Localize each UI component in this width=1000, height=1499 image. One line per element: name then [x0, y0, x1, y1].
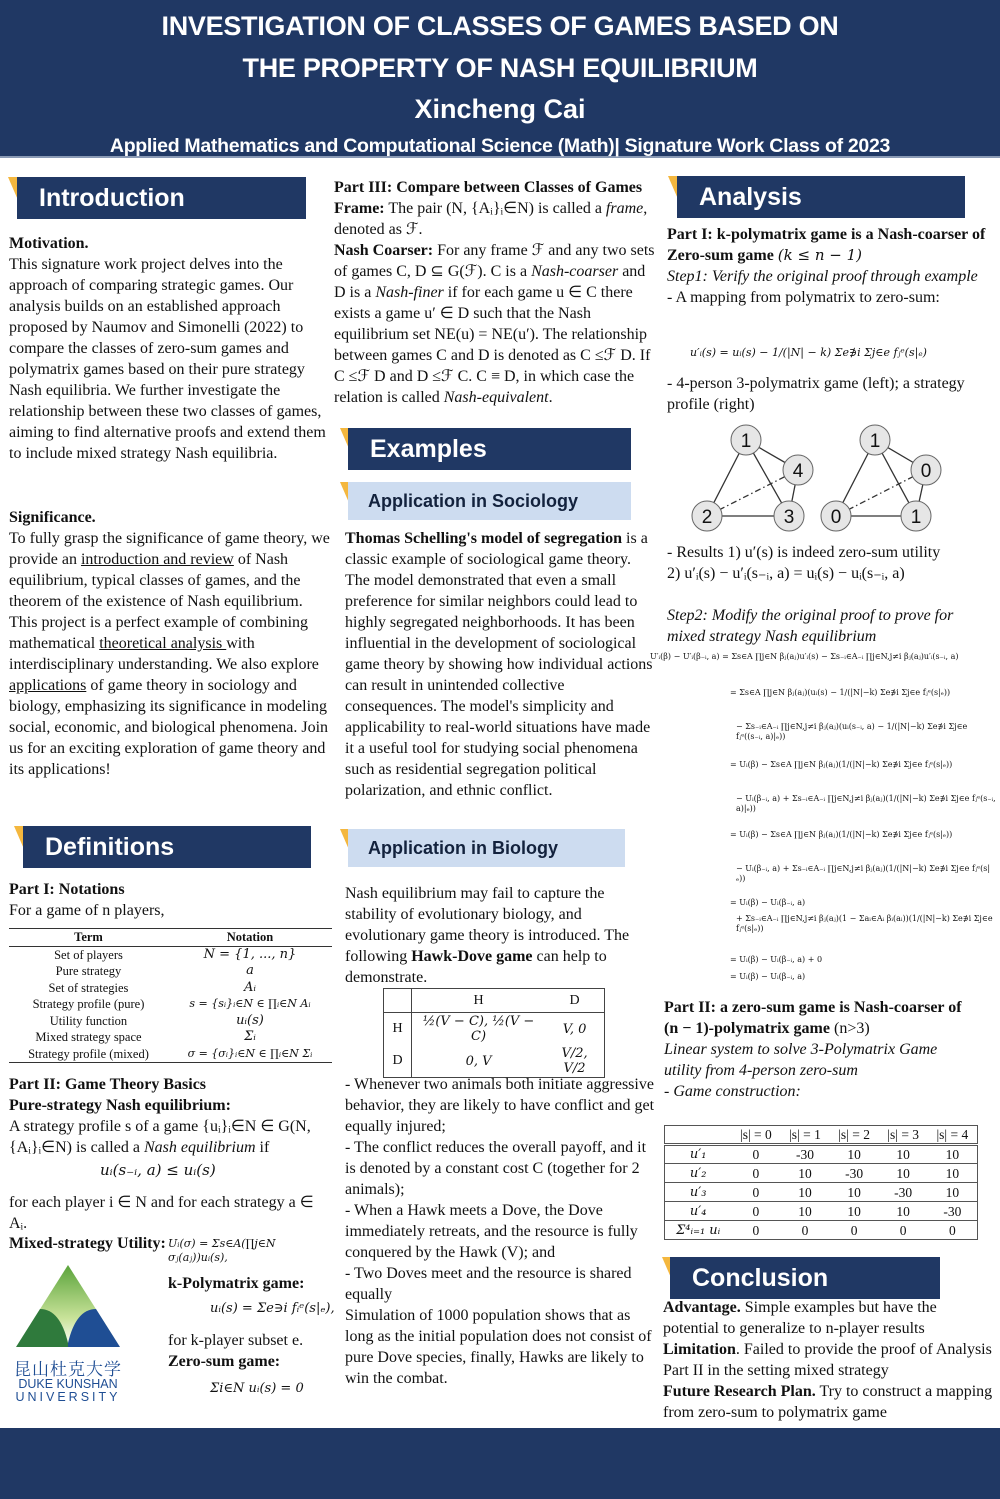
table-cell: 0	[830, 1221, 879, 1240]
advantage-label: Advantage.	[663, 1299, 741, 1316]
notation-cell: a	[246, 963, 254, 978]
row-label: H	[392, 1021, 403, 1036]
game-construction-table	[664, 1125, 978, 1240]
bullet-item: - When a Hawk meets a Dove, the Dove immediately retreats, and the resource is fully conquered by the Hawk (V); and	[345, 1202, 638, 1261]
table-cell: 10	[830, 1183, 879, 1202]
analysis-part1-cond: (k ≤ n − 1)	[777, 246, 863, 264]
payoff-header	[384, 989, 412, 1013]
mixed-utility-label: Mixed-strategy Utility:	[9, 1235, 166, 1252]
derivation-line: = Uᵢ(β) − Σs∈A ∏j∈N βⱼ(aⱼ)(1/(|N|−k) Σe∌i Σj∈e fⱼᵉ(s|ₑ))	[730, 760, 953, 769]
table-cell: 0	[731, 1183, 780, 1202]
motivation-block	[9, 233, 334, 464]
sociology-body: is a classic example of sociological game theory. The model demonstrated that even a small preference for similar neighbors could lead to highly segregated neighborhoods. It has been influential in the development of sociological game theory by showing how individual actions can result in unintended collective consequences. The model's simplicity and applicability to real-world situations have made it a useful tool for studying social phenomena such as residential segregation political polarization, and ethnic conflict.	[345, 530, 653, 799]
part2-basics-label: Part II: Game Theory Basics	[9, 1076, 207, 1093]
bullet-item: - Whenever two animals both initiate aggressive behavior, they are likely to have conflict and get equally injured;	[345, 1076, 655, 1135]
payoff-cell: V, 0	[562, 1021, 587, 1037]
significance-block	[9, 507, 334, 780]
term-cell: Set of strategies	[48, 980, 129, 995]
subheading-sociology: Application in Sociology	[348, 482, 631, 520]
table-row	[665, 1221, 978, 1240]
future-plan-label: Future Research Plan.	[663, 1383, 816, 1400]
table-cell: 10	[780, 1164, 829, 1183]
graph-node-label: 1	[910, 507, 922, 528]
notation-header: Notation	[168, 929, 332, 947]
coarser-text: .	[548, 389, 553, 406]
term-cell: Strategy profile (pure)	[32, 997, 145, 1011]
utility-label: u′₄	[665, 1202, 732, 1221]
significance-text: with interdisciplinary understanding. We also explore	[9, 635, 319, 673]
step1-text: Step1: Verify the original proof through example	[667, 268, 978, 285]
table-cell: 0	[731, 1164, 780, 1183]
graph-node-label: 4	[792, 461, 804, 482]
coarser-text: and D is a	[334, 263, 646, 301]
pure-ne-label: Pure-strategy Nash equilibrium:	[9, 1097, 231, 1114]
game-table-header: |s| = 1	[780, 1126, 829, 1145]
zerosum-formula: Σi∈N uᵢ(s) = 0	[210, 1381, 304, 1396]
utility-label: Σ⁴ᵢ₌₁ uᵢ	[665, 1221, 732, 1240]
strategy-profile-graph-right	[814, 420, 959, 532]
table-row	[665, 1202, 978, 1221]
part3-heading: Part III: Compare between Classes of Games	[334, 179, 643, 196]
nash-coarser-label: Nash Coarser:	[334, 242, 434, 259]
section-heading-definitions: Definitions	[23, 826, 311, 868]
kpoly-formula: uᵢ(s) = Σe∋i fᵢᵉ(s|ₑ),	[210, 1301, 335, 1316]
pure-ne-italic: Nash equilibrium	[143, 1139, 256, 1156]
term-cell: Pure strategy	[55, 964, 122, 978]
polymatrix-graph-left	[685, 420, 830, 532]
logo-line1: DUKE KUNSHAN	[18, 1377, 118, 1391]
utility-label: u′₂	[665, 1164, 732, 1183]
sociology-text	[345, 528, 657, 801]
section-heading-analysis: Analysis	[677, 176, 965, 218]
table-row	[9, 1013, 332, 1030]
term-cell: Mixed strategy space	[35, 1030, 142, 1044]
table-cell: 0	[928, 1221, 978, 1240]
payoff-header: H	[412, 989, 546, 1013]
table-cell: 10	[928, 1183, 978, 1202]
derivation-line: = Uᵢ(β) − Uᵢ(β₋ᵢ, a)	[730, 972, 806, 981]
future-plan-text: Try to construct a mapping from zero-sum to polymatrix game	[663, 1383, 993, 1421]
table-row	[9, 963, 332, 980]
conclusion-text	[663, 1297, 993, 1423]
table-cell: 0	[879, 1221, 928, 1240]
pure-ne-condition: for each player i ∈ N and for each strategy a ∈ Aᵢ.	[9, 1194, 314, 1232]
mixed-utility-formula: Uᵢ(σ) = Σs∈A(∏j∈N σⱼ(aⱼ))uᵢ(s),	[168, 1237, 276, 1264]
simulation-text: Simulation of 1000 population shows that as long as the initial population does not consist of pure Dove species, finally, Hawks are likely to win the combat.	[345, 1307, 652, 1387]
payoff-cell: V/2, V/2	[561, 1046, 588, 1076]
section-heading-introduction: Introduction	[17, 177, 306, 219]
part1-notations-label: Part I: Notations	[9, 881, 125, 898]
significance-underlined: theoretical analysis	[99, 635, 227, 652]
results-block	[667, 542, 997, 584]
table-cell: -30	[879, 1183, 928, 1202]
derivation-line: U′ᵢ(β) − U′ᵢ(β₋ᵢ, a) = Σs∈A ∏j∈N βⱼ(aⱼ)u′ᵢ(s) − Σs₋ᵢ∈A₋ᵢ ∏j∈N,j≠i βⱼ(aⱼ)u′ᵢ(s₋ᵢ, a)	[650, 652, 959, 661]
notations-intro-text: For a game of n players,	[9, 902, 165, 919]
poster-title-line1: INVESTIGATION OF CLASSES OF GAMES BASED ON	[161, 11, 839, 41]
significance-text: To fully grasp the significance of game theory, we provide an	[9, 530, 330, 568]
analysis-part2	[664, 997, 964, 1102]
hawk-dove-bold: Hawk-Dove game	[411, 948, 533, 965]
subheading-biology: Application in Biology	[348, 829, 625, 867]
affiliation: Applied Mathematics and Computational Science (Math)| Signature Work Class of 2023	[109, 135, 891, 157]
frame-text: The pair (N, {Aᵢ}ᵢ∈N) is called a	[384, 200, 606, 217]
table-cell: 10	[830, 1202, 879, 1221]
derivation-line: + Σs₋ᵢ∈A₋ᵢ ∏j∈N,j≠i βⱼ(aⱼ)(1 − Σaᵢ∈Aᵢ βᵢ(aᵢ))(1/(|N|−k) Σe∌i Σj∈e fⱼᵉ(s|ₑ))	[736, 914, 993, 933]
table-cell: 10	[879, 1164, 928, 1183]
analysis-part1	[667, 224, 992, 308]
step2-text: Step2: Modify the original proof to prove for mixed strategy Nash equilibrium	[667, 607, 954, 645]
significance-underlined: applications	[9, 677, 87, 694]
bullet-item: - Two Doves meet and the resource is shared equally	[345, 1265, 632, 1303]
game-theory-basics	[9, 1074, 334, 1158]
poster-footer	[0, 1428, 1000, 1499]
coarser-italic: Nash-finer	[375, 284, 444, 301]
section-heading-examples: Examples	[348, 428, 631, 470]
mapping-label: - A mapping from polymatrix to zero-sum:	[667, 289, 940, 306]
notation-cell: Aᵢ	[243, 979, 256, 995]
significance-underlined: introduction and review	[80, 551, 234, 568]
game-construction-label: - Game construction:	[664, 1083, 801, 1100]
frame-label: Frame:	[334, 200, 385, 217]
notation-header: Term	[9, 929, 168, 947]
graph-node-label: 1	[869, 431, 881, 452]
biology-text: Nash equilibrium may fail to capture the stability of evolutionary biology, and evolutionary game theory is introduced. The following	[345, 885, 630, 965]
term-cell: Strategy profile (mixed)	[9, 1046, 168, 1063]
table-cell: 10	[780, 1183, 829, 1202]
utility-label: u′₁	[665, 1145, 732, 1164]
part2-subtitle: Linear system to solve 3-Polymatrix Game utility from 4-person zero-sum	[664, 1041, 938, 1079]
biology-text: can help to demonstrate.	[345, 948, 607, 986]
table-row	[9, 946, 332, 963]
notation-cell: N = {1, ..., n}	[203, 946, 297, 962]
row-label: D	[392, 1053, 403, 1068]
graph-node-label: 0	[920, 461, 932, 482]
frame-text: , denoted as ℱ.	[334, 200, 648, 238]
part3-block	[334, 177, 656, 408]
table-cell: 10	[879, 1145, 928, 1164]
table-cell: 10	[928, 1164, 978, 1183]
notation-cell: s = {sᵢ}ᵢ∈N ∈ ∏ᵢ∈N Aᵢ	[189, 997, 311, 1010]
section-heading-conclusion: Conclusion	[670, 1257, 940, 1299]
table-cell: 0	[731, 1221, 780, 1240]
analysis-part1-title: Part I: k-polymatrix game is a Nash-coarser of Zero-sum game	[667, 226, 986, 264]
analysis-part2-cond: (n>3)	[833, 1020, 870, 1037]
table-cell: -30	[928, 1202, 978, 1221]
logo-line2: UNIVERSITY	[15, 1390, 121, 1404]
table-row	[9, 996, 332, 1013]
game-table-header: |s| = 2	[830, 1126, 879, 1145]
poster-title-line2: THE PROPERTY OF NASH EQUILIBRIUM	[242, 53, 758, 83]
kpoly-label: k-Polymatrix game:	[168, 1275, 305, 1292]
limitation-text: . Failed to provide the proof of Analysis Part II in the setting mixed strategy	[663, 1341, 992, 1379]
schelling-lead: Thomas Schelling's model of segregation	[345, 530, 623, 547]
notation-cell: Σᵢ	[244, 1029, 256, 1044]
table-row	[384, 1045, 605, 1078]
bullet-item: - The conflict reduces the overall payoff, and it is denoted by a constant cost C (together for 2 animals);	[345, 1139, 647, 1198]
game-table-header: |s| = 0	[731, 1126, 780, 1145]
advantage-text: Simple examples but have the potential to generalize to n-player results	[663, 1299, 937, 1337]
table-row	[665, 1164, 978, 1183]
author-name: Xincheng Cai	[414, 94, 586, 124]
table-row	[9, 1029, 332, 1046]
game-table-header: |s| = 4	[928, 1126, 978, 1145]
graph-caption: - 4-person 3-polymatrix game (left); a strategy profile (right)	[667, 375, 965, 413]
graph-node-label: 0	[830, 507, 842, 528]
results-line2: 2) u′ᵢ(s) − u′ᵢ(s₋ᵢ, a) = uᵢ(s) − uᵢ(s₋ᵢ, a)	[667, 565, 905, 582]
pure-ne-formula: uᵢ(s₋ᵢ, a) ≤ uᵢ(s)	[100, 1161, 216, 1179]
significance-text: of game theory in sociology and biology, emphasizing its significance in modeling social, economic, and biological phenomena. Join us for an exciting exploration of game theory and its applications!	[9, 677, 329, 778]
derivation-line: = Uᵢ(β) − Uᵢ(β₋ᵢ, a) + 0	[730, 955, 823, 964]
significance-label: Significance.	[9, 509, 96, 526]
notation-table	[9, 928, 332, 1063]
table-cell: -30	[780, 1145, 829, 1164]
graph-node-label: 3	[783, 507, 795, 528]
coarser-italic: Nash-equivalent	[443, 389, 549, 406]
table-cell: 10	[928, 1145, 978, 1164]
zerosum-label: Zero-sum game:	[168, 1353, 281, 1370]
results-line1: - Results 1) u′(s) is indeed zero-sum utility	[667, 544, 941, 561]
mapping-formula: u′ᵢ(s) = uᵢ(s) − 1/(|N| − k) Σe∌i Σj∈e fⱼᵉ(s|ₑ)	[690, 346, 927, 359]
table-cell: 10	[830, 1145, 879, 1164]
analysis-part2-title: Part II: a zero-sum game is Nash-coarser of (n − 1)-polymatrix game	[664, 999, 962, 1037]
table-row	[9, 980, 332, 997]
logo-chinese: 昆山杜克大学	[14, 1360, 122, 1380]
derivation-line: − Σs₋ᵢ∈A₋ᵢ ∏j∈N,j≠i βⱼ(aⱼ)(uᵢ(s₋ᵢ, a) − 1/(|N|−k) Σe∌i Σj∈e fⱼᵉ((s₋ᵢ, a)|ₑ))	[736, 722, 968, 741]
graph-node-label: 1	[740, 431, 752, 452]
pure-ne-text: A strategy profile s of a game {uᵢ}ᵢ∈N ∈ G(N,{Aᵢ}ᵢ∈N) is called a	[9, 1118, 311, 1156]
table-row	[384, 1013, 605, 1046]
table-cell: -30	[830, 1164, 879, 1183]
derivation-line: − Uᵢ(β₋ᵢ, a) + Σs₋ᵢ∈A₋ᵢ ∏j∈N,j≠i βⱼ(aⱼ)(1/(|N|−k) Σe∌i Σj∈e fⱼᵉ(s|ₑ))	[736, 864, 991, 883]
graph-node-label: 2	[701, 507, 713, 528]
limitation-label: Limitation	[663, 1341, 736, 1358]
coarser-text: if for each game u ∈ C there exists a game u′ ∈ D such that the Nash equilibrium set NE(u) = NE(u′). The relationship between games C and D is denoted as C ≤ℱ D. If C ≤ℱ D and D ≤ℱ C. C ≡ D, in which case the relation is called	[334, 284, 651, 406]
payoff-header: D	[545, 989, 604, 1013]
notation-cell: uᵢ(s)	[236, 1012, 264, 1028]
frame-italic: frame	[605, 200, 644, 217]
table-cell: 0	[780, 1221, 829, 1240]
hawk-dove-bullets	[345, 1074, 660, 1389]
significance-text: of Nash equilibrium, typical classes of games, and the theorem of the existence of Nash equilibrium. This project is a perfect example of combining mathematical	[9, 551, 309, 652]
derivation-line: = Uᵢ(β) − Uᵢ(β₋ᵢ, a)	[730, 898, 806, 907]
table-cell: 0	[731, 1202, 780, 1221]
derivation-line: = Uᵢ(β) − Σs∈A ∏j∈N βⱼ(aⱼ)(1/(|N|−k) Σe∌i Σj∈e fⱼᵉ(s|ₑ))	[730, 830, 953, 839]
game-table-header	[665, 1126, 732, 1145]
term-cell: Utility function	[49, 1013, 128, 1028]
term-cell: Set of players	[54, 947, 123, 962]
payoff-cell: 0, V	[412, 1045, 546, 1078]
payoff-cell: ½(V − C), ½(V − C)	[412, 1013, 546, 1046]
table-row	[9, 1046, 332, 1063]
table-cell: 10	[780, 1202, 829, 1221]
biology-intro	[345, 883, 657, 988]
poster-header	[0, 0, 1000, 158]
table-row	[665, 1145, 978, 1164]
notations-intro	[9, 879, 334, 921]
motivation-label: Motivation.	[9, 235, 89, 252]
game-table-header: |s| = 3	[879, 1126, 928, 1145]
kpoly-note: for k-player subset e.	[168, 1332, 304, 1349]
utility-label: u′₃	[665, 1183, 732, 1202]
coarser-italic: Nash-coarser	[531, 263, 619, 280]
hawk-dove-payoff-table	[383, 988, 605, 1078]
table-cell: 10	[879, 1202, 928, 1221]
derivation-line: − Uᵢ(β₋ᵢ, a) + Σs₋ᵢ∈A₋ᵢ ∏j∈N,j≠i βⱼ(aⱼ)(1/(|N|−k) Σe∌i Σj∈e fⱼᵉ(s₋ᵢ, a)|ₑ))	[736, 794, 996, 813]
table-cell: 0	[731, 1145, 780, 1164]
table-row	[665, 1183, 978, 1202]
dku-logo-mark	[16, 1265, 120, 1347]
coarser-text: For any frame ℱ and any two sets of games C, D ⊆ G(ℱ). C is a	[334, 242, 655, 280]
pure-ne-text: if	[255, 1139, 270, 1156]
motivation-text: This signature work project delves into the approach of comparing strategic games. Our analysis builds on an established approach proposed by Naumov and Simonelli (2022) to compare the classes of zero-sum games and polymatrix games based on their pure strategy Nash equilibria. We further investigate the relationship between these two classes of games, aiming to find alternative proofs and extend them to include mixed strategy Nash equilibria.	[9, 256, 326, 462]
notation-cell: σ = {σᵢ}ᵢ∈N ∈ ∏ᵢ∈N Σᵢ	[168, 1046, 332, 1063]
derivation-line: = Σs∈A ∏j∈N βⱼ(aⱼ)(uᵢ(s) − 1/(|N|−k) Σe∌i Σj∈e fⱼᵉ(s|ₑ))	[730, 688, 951, 697]
